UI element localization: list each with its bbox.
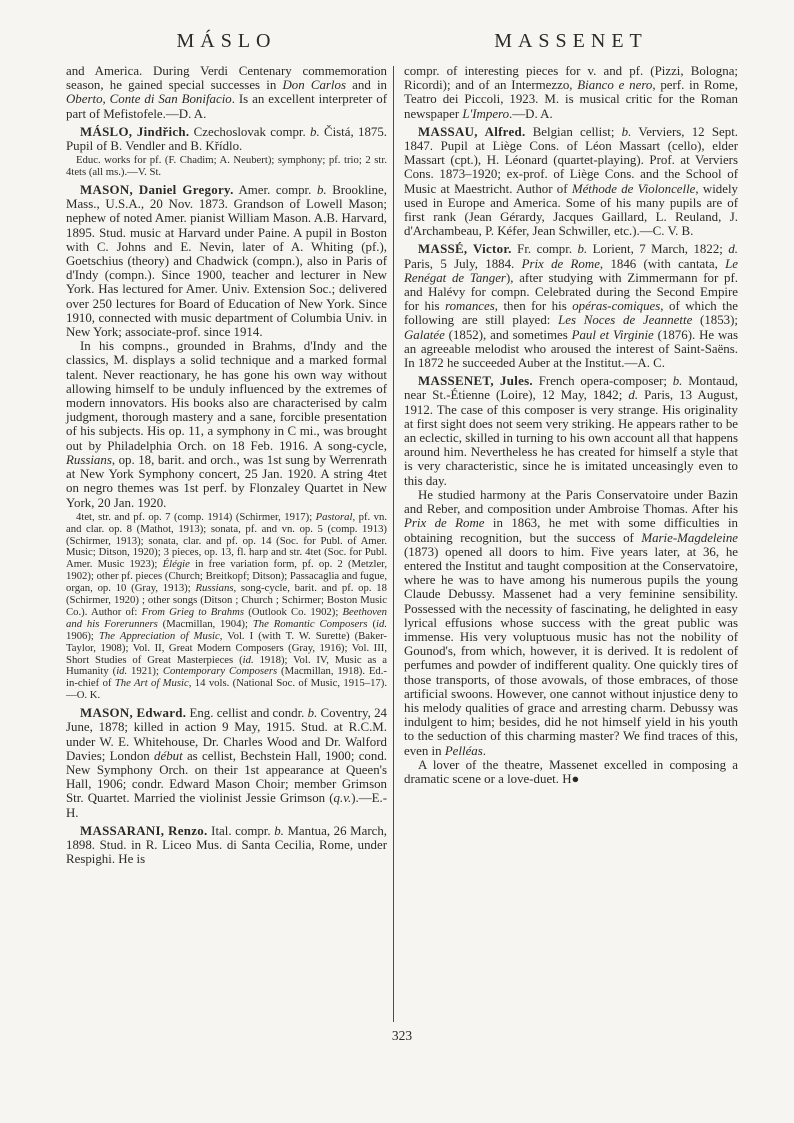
works-list-paragraph: 4tet, str. and pf. op. 7 (comp. 1914) (Schirmer, 1917); Pastoral, pf. vn. and clar. op. 8 (Mathot, 1913); sonata, pf. and vn. op. 5 (comp. 1913) (Schirmer, 1913); sonata, clar. and pf. op. 14 (Soc. for Publ. of Amer. Music; Ditson, 1920); 3 pieces, op. 13, fl. harp and str. 4tet (Soc. for Publ. Amer. Music 1923); Élégie in free variation form, pf. op. 2 (Metzler, 1902); other pf. pieces (Church; Breitkopf; Ditson); Passacaglia and fugue, organ, op. 10 (Gray, 1913); Russians, song-cycle, barit. and pf. op. 18 (Schirmer, 1920) ; other songs (Ditson ; Church ; Schirmer; Boston Music Co.). Author of: From Grieg to Brahms (Outlook Co. 1902); Beethoven and his Forerunners (Macmillan, 1904); The Romantic Composers (id. 1906); The Appreciation of Music, Vol. I (with T. W. Surette) (Baker-Taylor, 1908); Vol. II, Great Modern Composers (Gray, 1916); Vol. III, Short Studies of Great Masterpieces (id. 1918); Vol. IV, Music as a Humanity (id. 1921); Contemporary Composers (Macmillan, 1918). Ed.-in-chief of The Art of Music, 14 vols. (National Soc. of Music, 1915–17).—O. K. xyxy=(66,510,388,702)
entry-paragraph: and America. During Verdi Centenary commemoration season, he gained special successes in Don Carlos and in Oberto, Conte di San Bonifacio. Is an excellent interpreter of part of Mefistofele.—D. A. xyxy=(66,64,387,121)
entry-paragraph: compr. of interesting pieces for v. and pf. (Pizzi, Bologna; Ricordi); and of an Intermezzo, Bianco e nero, perf. in Rome, Teatro dei Piccoli, 1923. M. is musical critic for the Roman newspaper L'Impero.—D. A. xyxy=(404,64,738,121)
entry-paragraph: MASON, Daniel Gregory. Amer. compr. b. Brookline, Mass., U.S.A., 20 Nov. 1873. Grandson of Lowell Mason; nephew of noted Amer. pianist William Mason. A.B. Harvard, 1895. Stud. music at Harvard under Paine. A pupil in Boston with C. Johns and E. Nevin, later of A. Whiting (pf.), Goetschius (theory) and Chadwick (compn.), also in Paris of d'Indy (compn.). Since 1900, teacher and lecturer in New York. Has lectured for Amer. Univ. Extension Soc.; delivered over 250 lectures for Board of Education of New York. Since 1910, connected with music department of Columbia Univ. in New York; associate-prof. since 1914. xyxy=(66,183,387,340)
entry-paragraph: MASSÉ, Victor. Fr. compr. b. Lorient, 7 March, 1822; d. Paris, 5 July, 1884. Prix de Rome, 1846 (with cantata, Le Renégat de Tanger), after studying with Zimmermann for pf. and Halévy for compn. Celebrated during the Second Empire for his romances, then for his opéras-comiques, of which the following are still played: Les Noces de Jeannette (1853); Galatée (1852), and sometimes Paul et Virginie (1876). He was an agreeable melodist who aroused the interest of Saint-Saëns. In 1872 he succeeded Auber at the Institut.—A. C. xyxy=(404,242,739,371)
entry-paragraph: MASSARANI, Renzo. Ital. compr. b. Mantua, 26 March, 1898. Stud. in R. Liceo Mus. di Santa Cecilia, Rome, under Respighi. He is xyxy=(66,823,388,867)
running-head-left: MÁSLO xyxy=(176,30,277,52)
page-number: 323 xyxy=(391,1028,413,1043)
entry-paragraph: In his compns., grounded in Brahms, d'Indy and the classics, M. displays a solid technique and a marked formal talent. Never reactionary, he has gone his own way without allowing himself to be unduly influenced by the extremes of modern innovators. His books also are characterised by calm judgment, thorough mastery and a sane, forcible presentation of his subjects. His op. 11, a symphony in C mi., was brought out by Philadelphia Orch. on 18 Feb. 1916. A song-cycle, Russians, op. 18, barit. and orch., was 1st sung by Werrenrath at New York Symphony concert, 25 Jan. 1920. A string 4tet on negro themes was 1st perf. by Flonzaley Quartet in New York, 20 Jan. 1920. xyxy=(66,339,387,510)
entry-paragraph: A lover of the theatre, Massenet excelled in composing a dramatic scene or a love-duet. H● xyxy=(404,757,738,786)
column-divider-rule xyxy=(393,66,394,1022)
entry-paragraph: He studied harmony at the Paris Conservatoire under Bazin and Reber, and composition under Ambroise Thomas. After his Prix de Rome in 1863, he met with some difficulties in obtaining recognition, but the success of Marie-Magdeleine (1873) opened all doors to him. Five years later, at 36, he entered the Institut and taught composition at the Conservatoire, where he was to have among his numerous pupils the young Claude Debussy. Massenet had a very feminine sensibility. Possessed with the necessity of fascinating, he delighted in easy lyrical effusions whose success with the great public was immense. His very voluptuous music has not the nobility of Gounod's, from which, however, it is derived. It is redolent of perfumes and powder of indifferent quality. One quickly tires of those transports, of those avowals, of those embraces, of those artificial swoons. However, one cannot without injustice deny to his melody qualities of grace and arresting charm. Debussy was indulgent to him; besides, did he not himself yield in his youth to the seduction of this charming master? We find traces of this, even in Pelléas. xyxy=(404,487,739,758)
entry-paragraph: MASON, Edward. Eng. cellist and condr. b. Coventry, 24 June, 1878; killed in action 9 May, 1915. Stud. at R.C.M. under W. E. Whitehouse, Dr. Charles Wood and Dr. Walford Davies; London début as cellist, Bechstein Hall, 1900; cond. New Symphony Orch. on their 1st appearance at Queen's Hall, 1906; condr. Edward Mason Choir; member Grimson Str. Quartet. Married the violinist Jessie Grimson (q.v.).—E.-H. xyxy=(66,706,387,820)
entry-paragraph: MASSAU, Alfred. Belgian cellist; b. Verviers, 12 Sept. 1847. Pupil at Liège Cons. of Léon Massart (cello), elder Massart (cpt.), H. Léonard (quartet-playing). Prof. at Verviers Cons. 1873–1920; ex-prof. of Liège Cons. and the School of Music at Maestricht. Author of Méthode de Violoncelle, widely used in Europe and America. Some of his many pupils are of first rank (Jean Gérardy, Jacques Gaillard, L. Reuland, J. d'Archambeau, P. Kéfer, Jean Schwiller, etc.).—C. V. B. xyxy=(404,124,738,239)
works-list-paragraph: Educ. works for pf. (F. Chadim; A. Neubert); symphony; pf. trio; 2 str. 4tets (all ms.).—V. St. xyxy=(66,154,387,179)
left-column xyxy=(66,64,387,866)
right-column xyxy=(404,64,738,786)
entry-paragraph: MÁSLO, Jindřich. Czechoslovak compr. b. Čistá, 1875. Pupil of B. Vendler and B. Křídlo. xyxy=(66,124,388,154)
running-head-right: MASSENET xyxy=(494,30,648,52)
entry-paragraph: MASSENET, Jules. French opera-composer; b. Montaud, near St.-Étienne (Loire), 12 May, 1842; d. Paris, 13 August, 1912. The case of this composer is very strange. His originality at first sight does not seem very striking. He appears rather to be an eclectic, skilled in turning to his own account all that happens around him. Nevertheless he has created for himself a style that is very characteristic, since he is imitated unceasingly even to this day. xyxy=(404,374,738,488)
